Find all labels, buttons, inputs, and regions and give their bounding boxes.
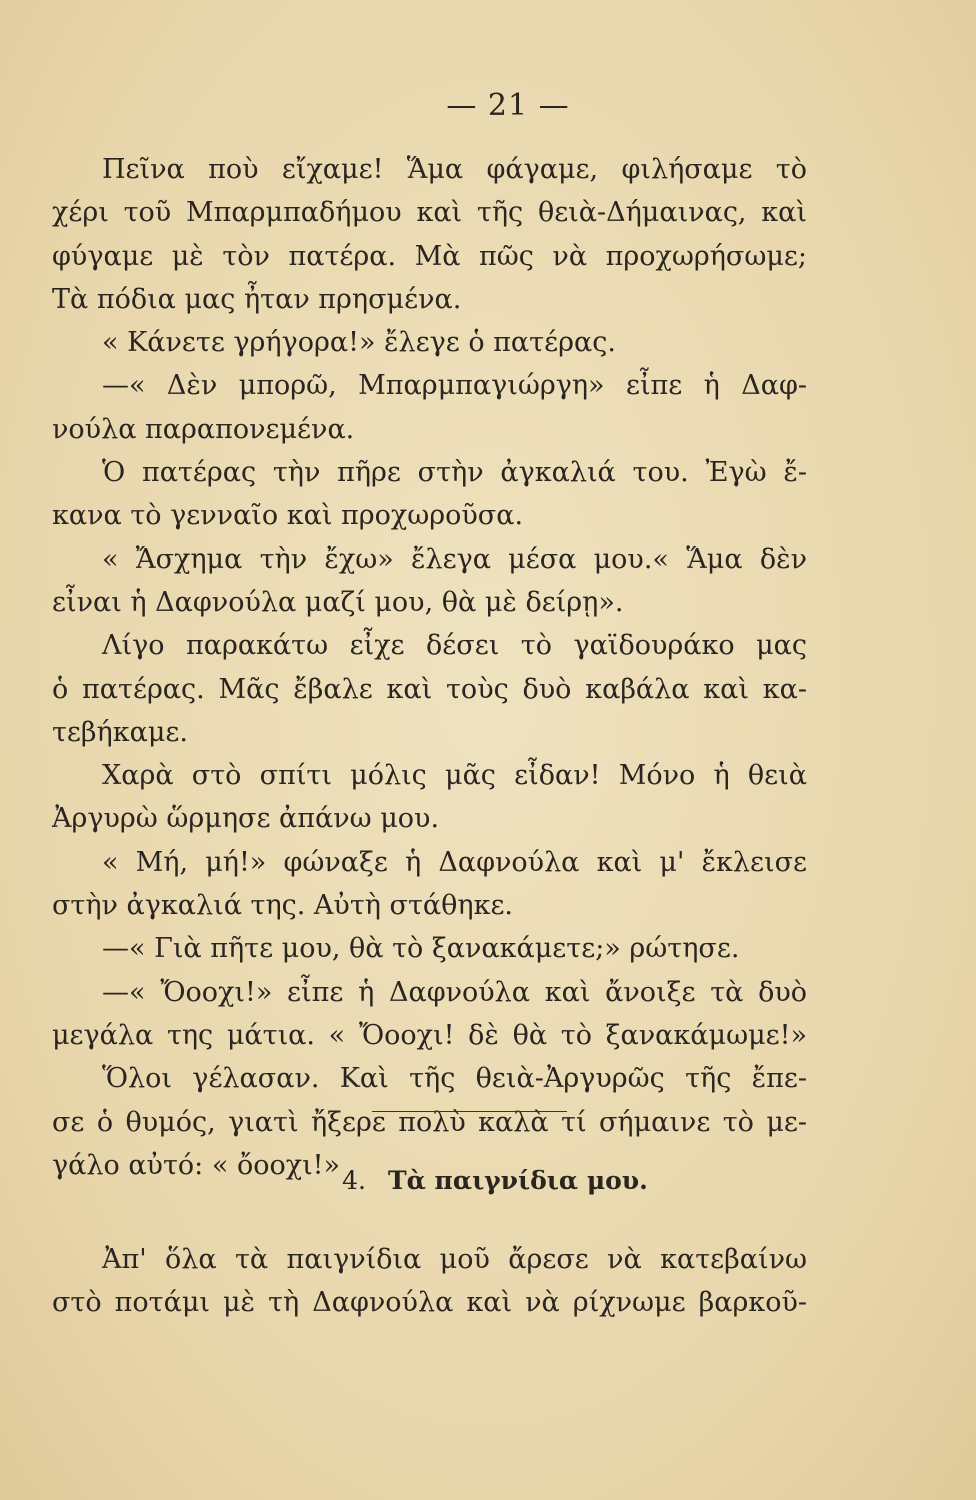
text-line: κανα τὸ γενναῖο καὶ προχωροῦσα.: [52, 500, 524, 532]
text-line: Ὁ πατέρας τὴν πῆρε στὴν ἀγκαλιά του. Ἐγὼ ἔ-: [102, 457, 807, 489]
text-line: σε ὁ θυμός, γιατὶ ἤξερε πολὺ καλὰ τί σήμαινε τὸ με-: [52, 1106, 807, 1138]
text-line: Πεῖνα ποὺ εἴχαμε! Ἅμα φάγαμε, φιλήσαμε τὸ: [102, 154, 807, 185]
section-divider: [372, 1111, 567, 1112]
text-line: « Ἄσχημα τὴν ἔχω» ἔλεγα μέσα μου.« Ἅμα δὲν: [102, 543, 807, 575]
text-line: Ἀπ' ὅλα τὰ παιγνίδια μοῦ ἄρεσε νὰ κατεβαίνω: [102, 1244, 807, 1275]
text-line: στὸ ποτάμι μὲ τὴ Δαφνούλα καὶ νὰ ρίχνωμε βαρκοῦ-: [52, 1287, 807, 1319]
section-paragraph: [52, 1238, 807, 1325]
text-line: Χαρὰ στὸ σπίτι μόλις μᾶς εἶδαν! Μόνο ἡ θειὰ: [102, 760, 807, 792]
paragraph-block: [52, 148, 807, 1187]
text-line: γάλο αὐτό: « ὄοοχι!»: [52, 1149, 341, 1181]
text-line: νούλα παραπονεμένα.: [52, 413, 355, 445]
text-line: Ἀργυρὼ ὥρμησε ἀπάνω μου.: [52, 803, 440, 835]
text-line: —« Ὄοοχι!» εἶπε ἡ Δαφνούλα καὶ ἄνοιξε τὰ δυὸ: [102, 976, 807, 1008]
section-heading: [0, 1166, 976, 1195]
text-line: φύγαμε μὲ τὸν πατέρα. Μὰ πῶς νὰ προχωρήσωμε;: [52, 240, 807, 272]
section-number: 4.: [342, 1166, 366, 1195]
text-line: χέρι τοῦ Μπαρμπαδήμου καὶ τῆς θειὰ-Δήμαινας, καὶ: [52, 197, 807, 229]
section-title: Τὰ παιγνίδια μου.: [387, 1166, 648, 1195]
text-line: « Μή, μή!» φώναξε ἡ Δαφνούλα καὶ μ' ἔκλεισε: [102, 846, 807, 878]
text-line: —« Δὲν μπορῶ, Μπαρμπαγιώργη» εἶπε ἡ Δαφ-: [102, 370, 807, 402]
page-number: — 21 —: [446, 88, 570, 123]
text-line: εἶναι ἡ Δαφνούλα μαζί μου, θὰ μὲ δείρῃ».: [52, 586, 624, 618]
text-line: « Κάνετε γρήγορα!» ἔλεγε ὁ πατέρας.: [102, 327, 616, 359]
text-line: τεβήκαμε.: [52, 716, 188, 748]
text-line: Λίγο παρακάτω εἶχε δέσει τὸ γαϊδουράκο μας: [102, 630, 807, 662]
text-line: ὁ πατέρας. Μᾶς ἔβαλε καὶ τοὺς δυὸ καβάλα καὶ κα-: [52, 673, 807, 705]
text-line: —« Γιὰ πῆτε μου, θὰ τὸ ξανακάμετε;» ρώτησε.: [102, 933, 740, 965]
text-line: Ὅλοι γέλασαν. Καὶ τῆς θειὰ-Ἀργυρῶς τῆς ἔπε-: [102, 1063, 807, 1095]
text-line: μεγάλα της μάτια. « Ὄοοχι! δὲ θὰ τὸ ξανακάμωμε!»: [52, 1019, 807, 1051]
text-line: στὴν ἀγκαλιά της. Αὐτὴ στάθηκε.: [52, 890, 514, 922]
text-line: Τὰ πόδια μας ἦταν πρησμένα.: [52, 283, 462, 315]
